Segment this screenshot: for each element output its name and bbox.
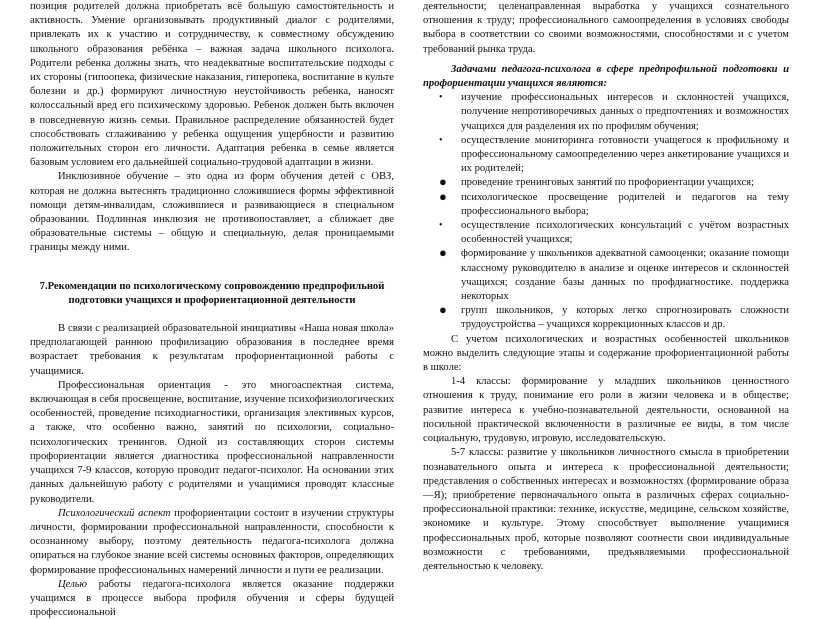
psychological-aspect-text: профориентации состоит в изучении структуры личности, формировании профессиональной направленности, способности к осознанному выбору, поэтому деятельность педагога-психолога должна опираться на глубокое знание всей системы основных факторов, определяющих формирование профессиональных намерений личности и пути ее реализации. (30, 507, 394, 576)
bullet-icon: ● (439, 245, 447, 261)
spacer (30, 256, 394, 280)
paragraph-goal-continued: деятельности; целенаправленная выработка у учащихся сознательного отношения к труду; профессионального самоопределения в условиях свободы выбора в соответствии со своими возможностями, способностями и с учетом требований рынка труда. (423, 1, 789, 55)
list-item: ● психологическое просвещение родителей и педагогов на тему профессионального выбора; (439, 188, 789, 217)
bullet-icon: • (439, 220, 443, 232)
paragraph-inclusive-education: Инклюзивное обучение – это одна из форм обучения детей с ОВЗ, которая не должна вытеснять традиционно сложившиеся формы эффективной помощи детям-инвалидам, сложившиеся и развивающиеся в специальном образовании. Подлинная инклюзия не противопоставляет, а сближает две образовательные системы – общую и специальную, делая проницаемыми границы между ними. (30, 171, 394, 254)
psychological-aspect-term: Психологический аспект (58, 507, 171, 519)
paragraph-new-school: В связи с реализацией образовательной инициативы «Наша новая школа» предполагающей раннюю профилизацию образования в последнее время возрастает требования к результатам профориентационной работы с учащимися. (30, 323, 394, 377)
paragraph-grades-5-7: 5-7 классы: развитие у школьников личностного смысла в приобретении познавательного опыта и интереса к профессиональной деятельности; представления о собственных интересах и возможностях (формирование образа —Я); приобретение первоначального опыта в различных сферах социально-профессиональной практики: технике, искусстве, медицине, сельском хозяйстве, экономике и культуре. Этому способствует выполнение учащимися профессиональных проб, которые позволяют соотнести свои индивидуальные возможности с требованиями, предъявляемыми профессиональной деятельностью к человеку. (423, 447, 789, 572)
paragraph-grades-1-4: 1-4 классы: формирование у младших школьников ценностного отношения к труду, понимание его роли в жизни человека и в обществе; развитие интереса к учебно-познавательной деятельности, основанной на посильной практической включенности в различные ее виды, в том числе социальную, трудовую, игровую, исследовательскую. (423, 376, 789, 445)
bullet-icon: • (439, 134, 443, 146)
bullet-icon: ● (439, 188, 447, 204)
paragraph-stages-intro: С учетом психологических и возрастных особенностей школьников можно выделить следующие этапы и содержание профориентационной работы в школе: (423, 333, 789, 374)
spacer (30, 308, 394, 322)
section-heading-line-1: 7.Рекомендации по психологическому сопровождению предпрофильной (39, 280, 385, 292)
paragraph-career-guidance: Профессиональная ориентация - это многоаспектная система, включающая в себя просвещение, воспитание, изучение психофизиологических особенностей, проведение психодиагностики, организация элективных курсов, а также, что особенно важно, занятий по психологии, социально-психологических тренингов. Одной из составляющих сторон системы профориентации является диагностика профессиональной направленности учащихся 7-9 классов, которую проводит педагог-психолог. На основании этих данных дальнейшую работу с родителями и учащимися проводят классные руководители. (30, 379, 394, 505)
tasks-heading: Задачами педагога-психолога в сфере предпрофильной подготовки и профориентации учащихся являются: (423, 63, 789, 90)
tasks-list (423, 91, 789, 332)
list-item: ● формирование у школьников адекватной самооценки; оказание помощи классному руководителю в анализе и оценке интересов и склонностей учащихся; создание базы данных по профдиагностике. поддержка некоторых (439, 245, 789, 303)
section-heading-line-2: подготовки учащихся и профориентационной деятельности (68, 294, 356, 306)
bullet-icon: • (439, 92, 443, 104)
list-item: • изучение профессиональных интересов и склонностей учащихся, получение непротиворечивых данных о предпочтениях и возможностях учащихся для разделения их по профилям обучения; (439, 92, 789, 132)
right-column (423, 0, 789, 574)
goal-term: Целью (58, 578, 87, 590)
goal-text: работы педагога-психолога является оказание поддержки учащимся в процессе выбора профиля обучения и сферы будущей профессиональной (30, 578, 394, 619)
list-item: ● групп школьников, у которых легко спрогнозировать сложности трудоустройства – учащихся коррекционных классов и др. (439, 302, 789, 331)
bullet-icon: ● (439, 302, 447, 318)
section-heading (30, 280, 394, 308)
paragraph-goal (30, 578, 394, 620)
list-item: • осуществление психологических консультаций с учётом возрастных особенностей учащихся; (439, 220, 789, 246)
left-column (30, 0, 394, 620)
bullet-icon: ● (439, 174, 447, 190)
list-item: ● проведение тренинговых занятий по профориентации учащихся; (439, 174, 754, 190)
paragraph-parents: позиция родителей должна приобретать всё большую самостоятельность и активность. Умение организовывать продуктивный диалог с родителями, привлекать их к участию и сотрудничеству, к совместному обсуждению школьного образования ребёнка – важная задача школьного психолога. Родители ребенка должны знать, что неадекватные воспитательские подходы с их стороны (гипоопека, физические наказания, гиперопека, воспитание в культе болезни и др.) формируют личностную неустойчивость ребенка, наносят колоссальный вред его психическому здоровью. Ребенок должен быть включен в повседневную жизнь семьи. Правильное распределение обязанностей будет способствовать сглаживанию у ребенка ощущения ущербности и развитию положительных сторон его личности. Адаптация ребенка в семье является базовым условием его дальнейшей социально-трудовой адаптации в жизни. (30, 1, 394, 169)
paragraph-psychological-aspect (30, 507, 394, 578)
list-item: • осуществление мониторинга готовности учащегося к профильному и профессиональному самоопределению через анкетирование учащихся и их родителей; (439, 134, 789, 175)
